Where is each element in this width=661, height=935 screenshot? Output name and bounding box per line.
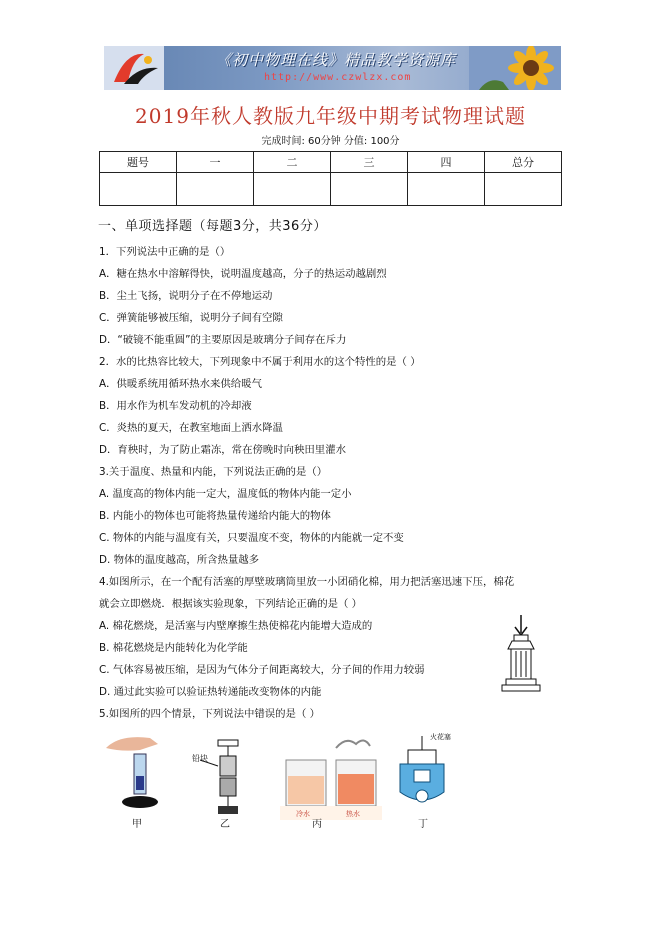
hand-syringe-figure	[106, 737, 158, 808]
piston-cylinder-figure	[500, 613, 542, 695]
score-header-cell: 题号	[100, 152, 177, 173]
question-line: C．弹簧能够被压缩，说明分子间有空隙	[99, 312, 283, 324]
question-line: A．供暖系统用循环热水来供给暖气	[99, 378, 262, 390]
score-header-cell: 二	[254, 152, 331, 173]
exam-subtitle: 完成时间: 60分钟 分值: 100分	[261, 136, 400, 147]
question-line: C. 物体的内能与温度有关，只要温度不变，物体的内能就一定不变	[99, 532, 404, 544]
question-line: A．糖在热水中溶解得快，说明温度越高，分子的热运动越剧烈	[99, 268, 387, 280]
hot-water-label: 热水	[346, 810, 360, 818]
question-line: B．用水作为机车发动机的冷却液	[99, 400, 252, 412]
score-table-entry-row	[100, 173, 562, 206]
question-line: D. 物体的温度越高，所含热量越多	[99, 554, 260, 566]
question-line: 4.如图所示，在一个配有活塞的厚壁玻璃筒里放一小团硝化棉，用力把活塞迅速下压，棉花	[99, 576, 515, 588]
figure-caption: 乙	[220, 819, 230, 830]
spark-plug-label: 火花塞	[430, 733, 451, 741]
exam-title: 2019年秋人教版九年级中期考试物理试题	[135, 104, 526, 128]
question-line: 3.关于温度、热量和内能，下列说法正确的是（）	[99, 466, 328, 478]
score-entry-cell[interactable]	[254, 173, 331, 206]
engine-figure	[400, 736, 444, 802]
question-line: D. 通过此实验可以验证热转递能改变物体的内能	[99, 686, 322, 698]
question-line: 就会立即燃烧．根据该实验现象，下列结论正确的是（ ）	[99, 598, 363, 610]
question-line: 2．水的比热容比较大，下列现象中不属于利用水的这个特性的是（ ）	[99, 356, 421, 368]
score-entry-cell[interactable]	[331, 173, 408, 206]
header-banner	[104, 46, 561, 90]
lead-blocks-figure	[200, 740, 238, 814]
score-header-cell: 三	[331, 152, 408, 173]
question-line: C. 气体容易被压缩，是因为气体分子间距离较大，分子间的作用力较弱	[99, 664, 425, 676]
question-line: C．炎热的夏天，在教室地面上洒水降温	[99, 422, 283, 434]
question-line: B. 内能小的物体也可能将热量传递给内能大的物体	[99, 510, 331, 522]
sunflower-icon	[469, 46, 561, 90]
question-line: D．“破镜不能重圆”的主要原因是玻璃分子间存在斥力	[99, 334, 347, 346]
score-table-header-row	[100, 152, 562, 173]
score-entry-cell[interactable]	[408, 173, 485, 206]
question-line: B．尘土飞扬，说明分子在不停地运动	[99, 290, 273, 302]
score-table	[99, 151, 562, 206]
figure-caption: 丙	[312, 819, 322, 830]
cold-water-label: 冷水	[296, 810, 310, 818]
score-header-cell: 总分	[485, 152, 562, 173]
score-entry-cell[interactable]	[485, 173, 562, 206]
question-line: B. 棉花燃烧是内能转化为化学能	[99, 642, 248, 654]
figure-caption: 甲	[132, 819, 142, 830]
figure-caption: 丁	[418, 819, 428, 830]
lead-block-label: 铅块	[192, 754, 208, 763]
question-line: 5.如图所的四个情景，下列说法中错误的是（ ）	[99, 708, 321, 720]
question-line: A. 温度高的物体内能一定大，温度低的物体内能一定小	[99, 488, 352, 500]
question5-figures	[100, 730, 560, 830]
question-line: 1．下列说法中正确的是（）	[99, 246, 231, 258]
section-heading: 一、单项选择题（每题3分，共36分）	[98, 219, 327, 234]
score-header-cell: 一	[177, 152, 254, 173]
site-logo	[104, 46, 164, 90]
question-line: A. 棉花燃烧，是活塞与内壁摩擦生热使棉花内能增大造成的	[99, 620, 373, 632]
banner-url: http://www.czwlzx.com	[264, 72, 412, 83]
score-entry-cell[interactable]	[177, 173, 254, 206]
banner-title: 《初中物理在线》精品教学资源库	[216, 51, 457, 69]
score-header-cell: 四	[408, 152, 485, 173]
question-line: D．育秧时，为了防止霜冻，常在傍晚时向秧田里灌水	[99, 444, 346, 456]
score-entry-cell[interactable]	[100, 173, 177, 206]
